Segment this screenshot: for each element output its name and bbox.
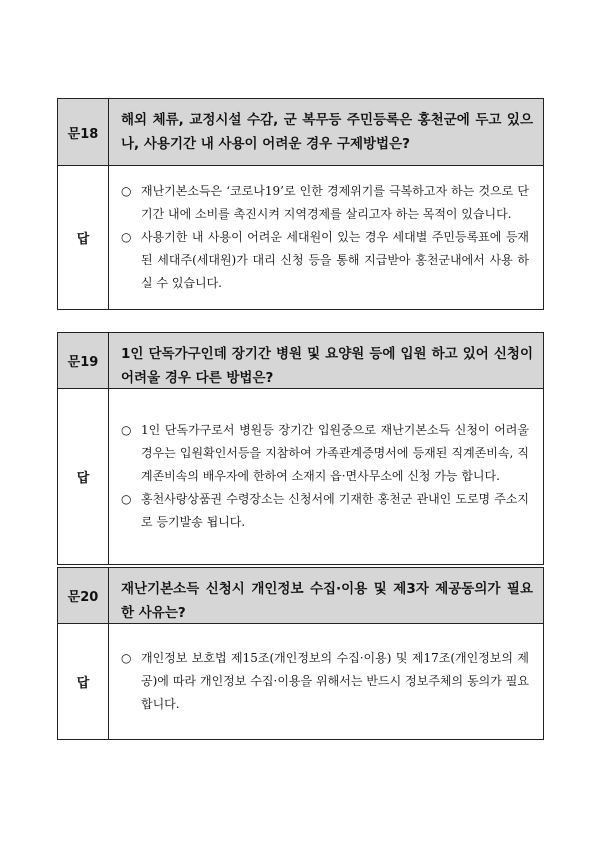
question-label: 문19 — [58, 333, 109, 388]
answer-item-text: 1인 단독가구로서 병원등 장기간 입원중으로 재난기본소득 신청이 어려울 경우는 입원확인서등을 지참하여 가족관계증명서에 등재된 직계존비속, 직계존비속의 배우자에 한하여 소재지 읍·면사무소에 신청 가능 합니다. — [141, 423, 529, 483]
answer-row — [57, 624, 544, 740]
answer-item-text: 사용기한 내 사용이 어려운 세대원이 있는 경우 세대별 주민등록표에 등재된 세대주(세대원)가 대리 신청 등을 통해 지급받아 홍천군내에서 사용 하실 수 있습니다. — [141, 230, 529, 290]
answer-item-text: 재난기본소득은 ‘코로나19’로 인한 경제위기를 극복하고자 하는 것으로 단기간 내에 소비를 촉진시켜 지역경제를 살리고자 하는 목적이 있습니다. — [141, 184, 529, 221]
answer-item — [121, 647, 529, 716]
answer-item-text: 홍천사랑상품권 수령장소는 신청서에 기재한 홍천군 관내인 도로명 주소지로 등기발송 됩니다. — [141, 492, 529, 529]
answer-item — [121, 488, 529, 534]
bullet-icon: ○ — [121, 184, 132, 198]
question-text: 해외 체류, 교정시설 수감, 군 복무등 주민등록은 홍천군에 두고 있으나, 사용기간 내 사용이 어려운 경우 구제방법은? — [109, 99, 543, 165]
question-row — [57, 567, 544, 624]
answer-body — [109, 166, 543, 309]
question-row — [57, 332, 544, 389]
question-label: 문20 — [58, 568, 109, 623]
question-row — [57, 98, 544, 166]
bullet-icon: ○ — [121, 423, 132, 437]
question-label: 문18 — [58, 99, 109, 165]
answer-row — [57, 166, 544, 310]
answer-label: 답 — [58, 624, 109, 739]
answer-item — [121, 419, 529, 488]
faq-block-19 — [57, 332, 544, 565]
question-text: 1인 단독가구인데 장기간 병원 및 요양원 등에 입원 하고 있어 신청이 어려울 경우 다른 방법은? — [109, 333, 543, 388]
answer-label: 답 — [58, 389, 109, 564]
answer-body — [109, 389, 543, 564]
faq-block-20 — [57, 567, 544, 740]
bullet-icon: ○ — [121, 651, 132, 665]
question-text: 재난기본소득 신청시 개인정보 수집·이용 및 제3자 제공동의가 필요한 사유는? — [109, 568, 543, 623]
answer-item — [121, 180, 529, 226]
bullet-icon: ○ — [121, 230, 132, 244]
faq-block-18 — [57, 98, 544, 310]
bullet-icon: ○ — [121, 492, 132, 506]
answer-label: 답 — [58, 166, 109, 309]
answer-item-text: 개인정보 보호법 제15조(개인정보의 수집·이용) 및 제17조(개인정보의 제공)에 따라 개인정보 수집·이용을 위해서는 반드시 정보주체의 동의가 필요합니다. — [141, 651, 529, 711]
answer-row — [57, 389, 544, 565]
answer-item — [121, 226, 529, 295]
answer-body — [109, 624, 543, 739]
